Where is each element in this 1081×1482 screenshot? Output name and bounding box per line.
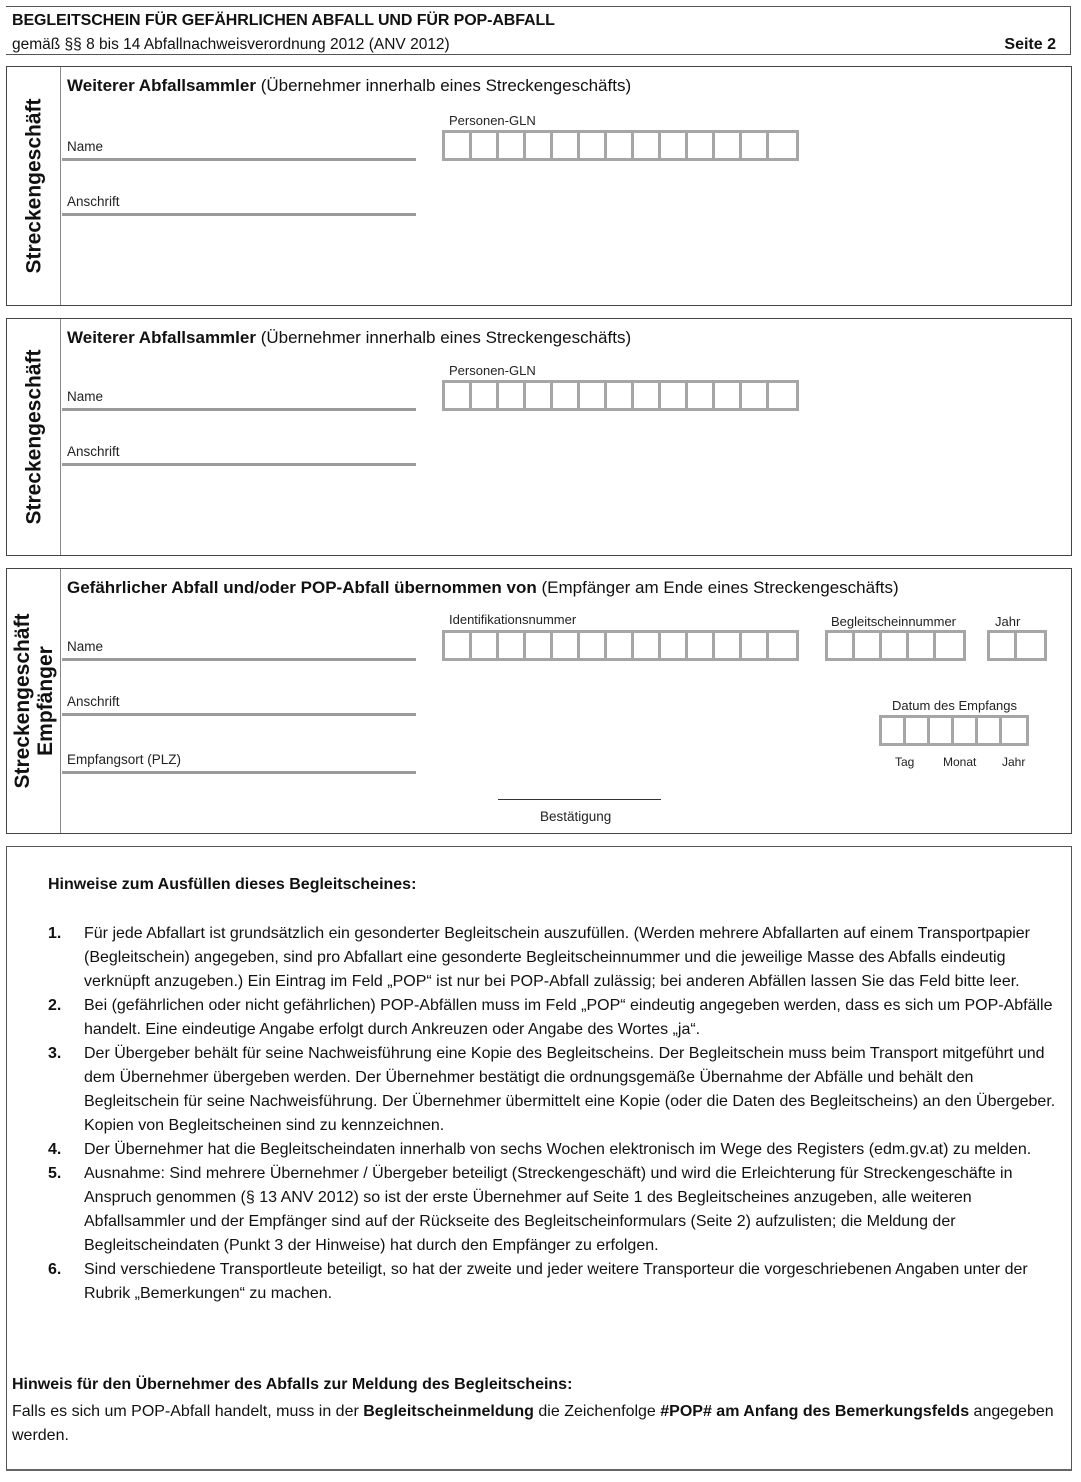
char-box[interactable] [580, 383, 607, 408]
name-field[interactable] [62, 377, 416, 411]
char-box[interactable] [715, 133, 742, 158]
char-box[interactable] [634, 633, 661, 658]
char-box[interactable] [930, 718, 954, 743]
char-box[interactable] [688, 133, 715, 158]
note-item [48, 1138, 1058, 1162]
note-text: Der Übernehmer hat die Begleitscheindaten innerhalb von sechs Wochen elektronisch im Wege des Registers (edm.gv.at) zu melden. [84, 1141, 1032, 1158]
note-number: 3. [48, 1045, 62, 1062]
note-item [48, 1042, 1058, 1138]
char-box[interactable] [526, 633, 553, 658]
place-label: Empfangsort (PLZ) [67, 752, 182, 767]
note-item [48, 922, 1058, 994]
name-field[interactable] [62, 627, 416, 661]
char-box[interactable] [954, 718, 978, 743]
char-box[interactable] [472, 633, 499, 658]
char-box[interactable] [472, 383, 499, 408]
gln-label: Personen-GLN [449, 363, 536, 378]
char-box[interactable] [607, 133, 634, 158]
note-text: Bei (gefährlichen oder nicht gefährlichen) POP-Abfällen muss im Feld „POP“ eindeutig angegeben werden, dass es sich um POP-Abfälle handelt. Eine eindeutige Angabe erfolgt durch Ankreuzen oder Angabe des Wortes „ja“. [84, 997, 1053, 1038]
note-text: Für jede Abfallart ist grundsätzlich ein gesonderter Begleitschein auszufüllen. (Werden mehrere Abfallarten auf einem Transportpapier (Begleitschein) angegeben, sind pro Abfallart eine gesonderte Begleitscheinnummer und die jeweilige Masse des Abfalls eindeutig verknüpft anzugeben.) Ein Eintrag im Feld „POP“ ist nur bei POP-Abfall zulässig; bei anderen Abfällen lassen Sie das Feld bitte leer. [84, 925, 1031, 990]
char-box[interactable] [499, 133, 526, 158]
char-box[interactable] [445, 633, 472, 658]
char-box[interactable] [882, 718, 906, 743]
doc-number-boxes[interactable] [825, 630, 966, 661]
address-label: Anschrift [67, 444, 120, 459]
side-label: Streckengeschäft [22, 98, 45, 274]
note-number: 4. [48, 1141, 62, 1158]
char-box[interactable] [688, 383, 715, 408]
section-title [67, 328, 631, 348]
char-box[interactable] [580, 633, 607, 658]
side-label-line-2: Empfänger [33, 646, 57, 756]
note-item [48, 994, 1058, 1042]
address-label: Anschrift [67, 694, 120, 709]
char-box[interactable] [445, 383, 472, 408]
char-box[interactable] [715, 633, 742, 658]
gln-label: Personen-GLN [449, 113, 536, 128]
char-box[interactable] [769, 133, 796, 158]
char-box[interactable] [882, 633, 909, 658]
section-title-bold: Weiterer Abfallsammler [67, 328, 256, 347]
collector-section-2 [6, 318, 1072, 556]
note-item [48, 1162, 1058, 1258]
section-title-bold: Gefährlicher Abfall und/oder POP-Abfall übernommen von [67, 578, 537, 597]
note-item [48, 1258, 1058, 1306]
char-box[interactable] [769, 383, 796, 408]
note-number: 2. [48, 997, 62, 1014]
name-label: Name [67, 139, 104, 154]
char-box[interactable] [769, 633, 796, 658]
char-box[interactable] [634, 133, 661, 158]
char-box[interactable] [742, 383, 769, 408]
char-box[interactable] [499, 383, 526, 408]
char-box[interactable] [553, 133, 580, 158]
note-number: 5. [48, 1165, 62, 1182]
section-title [67, 578, 899, 598]
note-text: Der Übergeber behält für seine Nachweisführung eine Kopie des Begleitscheins. Der Begleitschein muss beim Transport mitgeführt und dem Übernehmer übergeben werden. Der Übernehmer bestätigt die ordnungsgemäße Übernahme der Abfälle und behält den Begleitschein für seine Nachweisführung. Der Übernehmer übermittelt eine Kopie (oder die Daten des Begleitscheins) an den Übergeber. Kopien von Begleitscheinen sind zu kennzeichnen. [84, 1045, 1056, 1134]
side-label-box [7, 67, 61, 305]
char-box[interactable] [978, 718, 1002, 743]
note-text: Sind verschiedene Transportleute beteiligt, so hat der zweite und jeder weitere Transporteur die vorgeschriebenen Angaben unter der Rubrik „Bemerkungen“ zu machen. [84, 1261, 1028, 1302]
doc-number-label: Begleitscheinnummer [831, 614, 957, 629]
char-box[interactable] [526, 133, 553, 158]
note-text: Ausnahme: Sind mehrere Übernehmer / Übergeber beteiligt (Streckengeschäft) und wird die Erleichterung für Streckengeschäfte in Anspruch genommen (§ 13 ANV 2012) so ist der erste Übernehmer auf Seite 1 des Begleitscheines anzugeben, alle weiteren Abfallsammler und der Empfänger sind auf der Rückseite des Begleitscheinformulars (Seite 2) aufzulisten; die Meldung der Begleitscheindaten (Punkt 3 der Hinweise) hat durch den Empfänger zu erfolgen. [84, 1165, 1013, 1254]
char-box[interactable] [472, 133, 499, 158]
date-day-label: Tag [895, 755, 915, 769]
address-field[interactable] [62, 182, 416, 216]
notes-section [6, 846, 1072, 1471]
char-box[interactable] [828, 633, 855, 658]
char-box[interactable] [553, 633, 580, 658]
form-subtitle: gemäß §§ 8 bis 14 Abfallnachweisverordnung 2012 (ANV 2012) [12, 36, 450, 53]
place-field[interactable] [62, 740, 416, 774]
hint-title: Hinweis für den Übernehmer des Abfalls zur Meldung des Begleitscheins: [12, 1376, 573, 1393]
hint-text-bold: #POP# am Anfang des Bemerkungsfelds [660, 1403, 970, 1420]
side-label: Streckengeschäft [22, 349, 45, 525]
char-box[interactable] [906, 718, 930, 743]
date-month-label: Monat [943, 755, 977, 769]
char-box[interactable] [634, 383, 661, 408]
date-label: Datum des Empfangs [892, 698, 1018, 713]
notes-list [48, 922, 1058, 1306]
side-label-line-1: Streckengeschäft [10, 613, 34, 789]
side-label-box [7, 319, 61, 555]
date-boxes[interactable] [879, 715, 1029, 746]
confirmation-label: Bestätigung [540, 809, 612, 824]
side-label-box [7, 569, 61, 833]
char-box[interactable] [715, 383, 742, 408]
section-title-rest: (Empfänger am Ende eines Streckengeschäfts) [536, 578, 899, 597]
hint-text-bold: Begleitscheinmeldung [363, 1403, 534, 1420]
address-field[interactable] [62, 432, 416, 466]
char-box[interactable] [445, 133, 472, 158]
form-title: BEGLEITSCHEIN FÜR GEFÄHRLICHEN ABFALL UND FÜR POP-ABFALL [12, 12, 555, 29]
section-title-bold: Weiterer Abfallsammler [67, 76, 256, 95]
name-field[interactable] [62, 127, 416, 161]
year-boxes[interactable] [987, 630, 1047, 661]
address-label: Anschrift [67, 194, 120, 209]
confirmation-signature-line[interactable] [498, 799, 661, 800]
gln-boxes[interactable] [442, 130, 799, 161]
page-number: Seite 2 [1004, 36, 1056, 53]
year-label: Jahr [995, 614, 1021, 629]
char-box[interactable] [990, 633, 1017, 658]
char-box[interactable] [526, 383, 553, 408]
char-box[interactable] [936, 633, 963, 658]
char-box[interactable] [553, 383, 580, 408]
id-number-label: Identifikationsnummer [449, 612, 577, 627]
notes-title: Hinweise zum Ausfüllen dieses Begleitscheines: [48, 876, 417, 893]
hint-text-part: angegeben werden. [12, 1403, 1054, 1444]
section-title-rest: (Übernehmer innerhalb eines Streckengeschäfts) [255, 328, 632, 347]
char-box[interactable] [909, 633, 936, 658]
name-label: Name [67, 389, 104, 404]
char-box[interactable] [661, 633, 688, 658]
side-label [11, 613, 57, 788]
note-number: 1. [48, 925, 62, 942]
char-box[interactable] [688, 633, 715, 658]
note-number: 6. [48, 1261, 62, 1278]
char-box[interactable] [742, 633, 769, 658]
hint-text-part: die Zeichenfolge [533, 1403, 661, 1420]
date-year-label: Jahr [1002, 755, 1026, 769]
hint-text-part: Falls es sich um POP-Abfall handelt, muss in der [12, 1403, 364, 1420]
form-header [6, 6, 1071, 55]
char-box[interactable] [580, 133, 607, 158]
char-box[interactable] [1002, 718, 1026, 743]
char-box[interactable] [607, 383, 634, 408]
section-title [67, 76, 631, 96]
address-field[interactable] [62, 682, 416, 716]
char-box[interactable] [661, 133, 688, 158]
name-label: Name [67, 639, 104, 654]
gln-boxes[interactable] [442, 380, 799, 411]
char-box[interactable] [1017, 633, 1044, 658]
hint-text [12, 1400, 1062, 1448]
section-title-rest: (Übernehmer innerhalb eines Streckengeschäfts) [255, 76, 632, 95]
char-box[interactable] [855, 633, 882, 658]
char-box[interactable] [661, 383, 688, 408]
char-box[interactable] [607, 633, 634, 658]
receiver-section [6, 568, 1072, 834]
collector-section-1 [6, 66, 1072, 306]
char-box[interactable] [499, 633, 526, 658]
char-box[interactable] [742, 133, 769, 158]
id-number-boxes[interactable] [442, 630, 799, 661]
